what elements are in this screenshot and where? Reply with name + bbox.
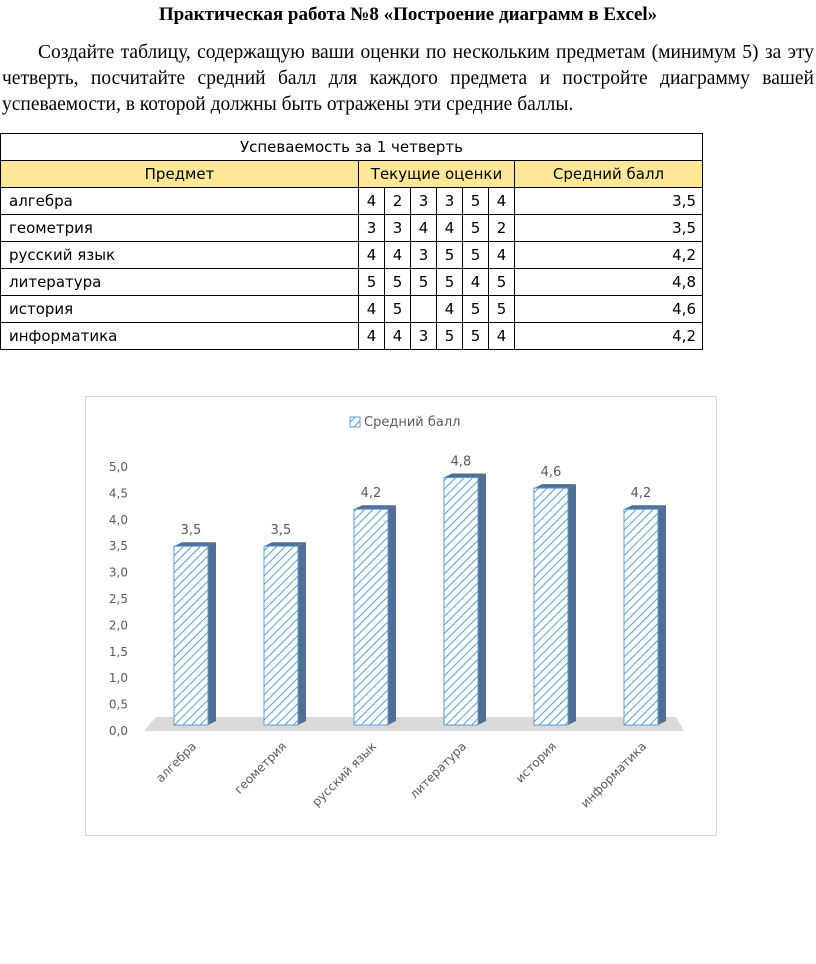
bar-value-label: 4,6 — [540, 465, 562, 481]
bar — [174, 546, 208, 725]
average-cell: 3,5 — [515, 215, 703, 242]
table-row — [1, 269, 703, 296]
bar — [264, 546, 298, 725]
grade-cell: 3 — [411, 323, 437, 350]
grade-cell: 4 — [385, 323, 411, 350]
average-cell: 4,6 — [515, 296, 703, 323]
table-row — [1, 215, 703, 242]
y-tick-label: 4,0 — [108, 512, 128, 527]
grade-cell: 4 — [411, 215, 437, 242]
grade-cell: 4 — [489, 188, 515, 215]
bar-side — [208, 542, 216, 725]
subject-cell: информатика — [1, 323, 359, 350]
legend-swatch — [350, 417, 360, 427]
grade-cell: 3 — [437, 188, 463, 215]
grade-cell: 4 — [437, 215, 463, 242]
y-tick-label: 3,5 — [108, 539, 128, 554]
table-row — [1, 188, 703, 215]
grade-cell: 5 — [489, 269, 515, 296]
task-paragraph: Создайте таблицу, содержащую ваши оценки по нескольким предметам (минимум 5) за эту четверть, посчитайте средний балл для каждого предмета и постройте диаграмму вашей успеваемости, в которой должны быть отражены эти средние баллы. — [2, 42, 814, 115]
bar-side — [478, 474, 486, 725]
bar — [354, 509, 388, 725]
grade-cell: 5 — [463, 242, 489, 269]
y-tick-label: 1,5 — [108, 644, 128, 659]
average-cell: 3,5 — [515, 188, 703, 215]
bar — [444, 478, 478, 725]
subject-cell: алгебра — [1, 188, 359, 215]
grade-cell: 5 — [385, 296, 411, 323]
grade-cell: 5 — [463, 296, 489, 323]
y-tick-label: 2,0 — [108, 618, 128, 633]
grade-cell: 5 — [437, 242, 463, 269]
grade-cell: 4 — [385, 242, 411, 269]
table-row — [1, 296, 703, 323]
grades-table — [0, 133, 703, 350]
subject-cell: русский язык — [1, 242, 359, 269]
grade-cell: 4 — [359, 188, 385, 215]
grade-cell: 5 — [437, 269, 463, 296]
grade-cell: 3 — [385, 215, 411, 242]
bar-value-label: 4,2 — [360, 486, 382, 502]
bar-value-label: 4,8 — [450, 454, 472, 470]
x-category-label: русский язык — [309, 739, 380, 810]
y-tick-label: 0,0 — [108, 724, 128, 738]
grade-cell: 3 — [411, 188, 437, 215]
x-category-label: геометрия — [231, 739, 290, 797]
grade-cell: 5 — [411, 269, 437, 296]
bar-value-label: 3,5 — [180, 523, 202, 539]
grade-cell: 4 — [437, 296, 463, 323]
chart-area — [85, 396, 717, 836]
header-grades: Текущие оценки — [359, 161, 515, 188]
grade-cell: 2 — [385, 188, 411, 215]
bar-side — [568, 484, 576, 725]
y-tick-label: 4,5 — [108, 486, 128, 501]
x-category-label: литература — [406, 739, 470, 802]
grade-cell: 2 — [489, 215, 515, 242]
page-title: Практическая работа №8 «Построение диаграмм в Excel» — [158, 4, 658, 25]
bar — [534, 488, 568, 725]
average-cell: 4,2 — [515, 323, 703, 350]
grade-cell: 5 — [385, 269, 411, 296]
chart-floor — [144, 717, 684, 731]
grade-cell: 5 — [463, 323, 489, 350]
table-row — [1, 323, 703, 350]
header-average: Средний балл — [515, 161, 703, 188]
y-tick-label: 1,0 — [108, 671, 128, 686]
bar-chart — [86, 397, 716, 835]
grade-cell: 3 — [359, 215, 385, 242]
bar-value-label: 3,5 — [270, 523, 292, 539]
header-subject: Предмет — [1, 161, 359, 188]
grade-cell: 4 — [489, 242, 515, 269]
bar-value-label: 4,2 — [630, 486, 652, 502]
x-category-label: информатика — [577, 739, 650, 811]
average-cell: 4,2 — [515, 242, 703, 269]
y-tick-label: 3,0 — [108, 565, 128, 580]
subject-cell: литература — [1, 269, 359, 296]
bar-side — [388, 505, 396, 725]
bar-side — [658, 505, 666, 725]
chart-legend — [350, 415, 460, 430]
y-tick-label: 5,0 — [108, 460, 128, 474]
subject-cell: история — [1, 296, 359, 323]
grade-cell: 5 — [489, 296, 515, 323]
subject-cell: геометрия — [1, 215, 359, 242]
grade-cell: 5 — [437, 323, 463, 350]
table-row — [1, 242, 703, 269]
y-tick-label: 2,5 — [108, 592, 128, 606]
y-tick-label: 0,5 — [108, 697, 128, 712]
average-cell: 4,8 — [515, 269, 703, 296]
grade-cell: 4 — [359, 242, 385, 269]
grade-cell: 5 — [463, 188, 489, 215]
x-category-label: история — [512, 739, 560, 786]
grade-cell: 4 — [489, 323, 515, 350]
grade-cell: 5 — [359, 269, 385, 296]
grade-cell: 3 — [411, 242, 437, 269]
legend-label: Средний балл — [364, 415, 461, 430]
grade-cell: 4 — [359, 296, 385, 323]
x-category-label: алгебра — [153, 739, 200, 786]
bar — [624, 509, 658, 725]
bar-side — [298, 542, 306, 725]
grade-cell — [411, 296, 437, 323]
table-caption: Успеваемость за 1 четверть — [1, 134, 703, 161]
grade-cell: 4 — [463, 269, 489, 296]
grade-cell: 5 — [463, 215, 489, 242]
grade-cell: 4 — [359, 323, 385, 350]
